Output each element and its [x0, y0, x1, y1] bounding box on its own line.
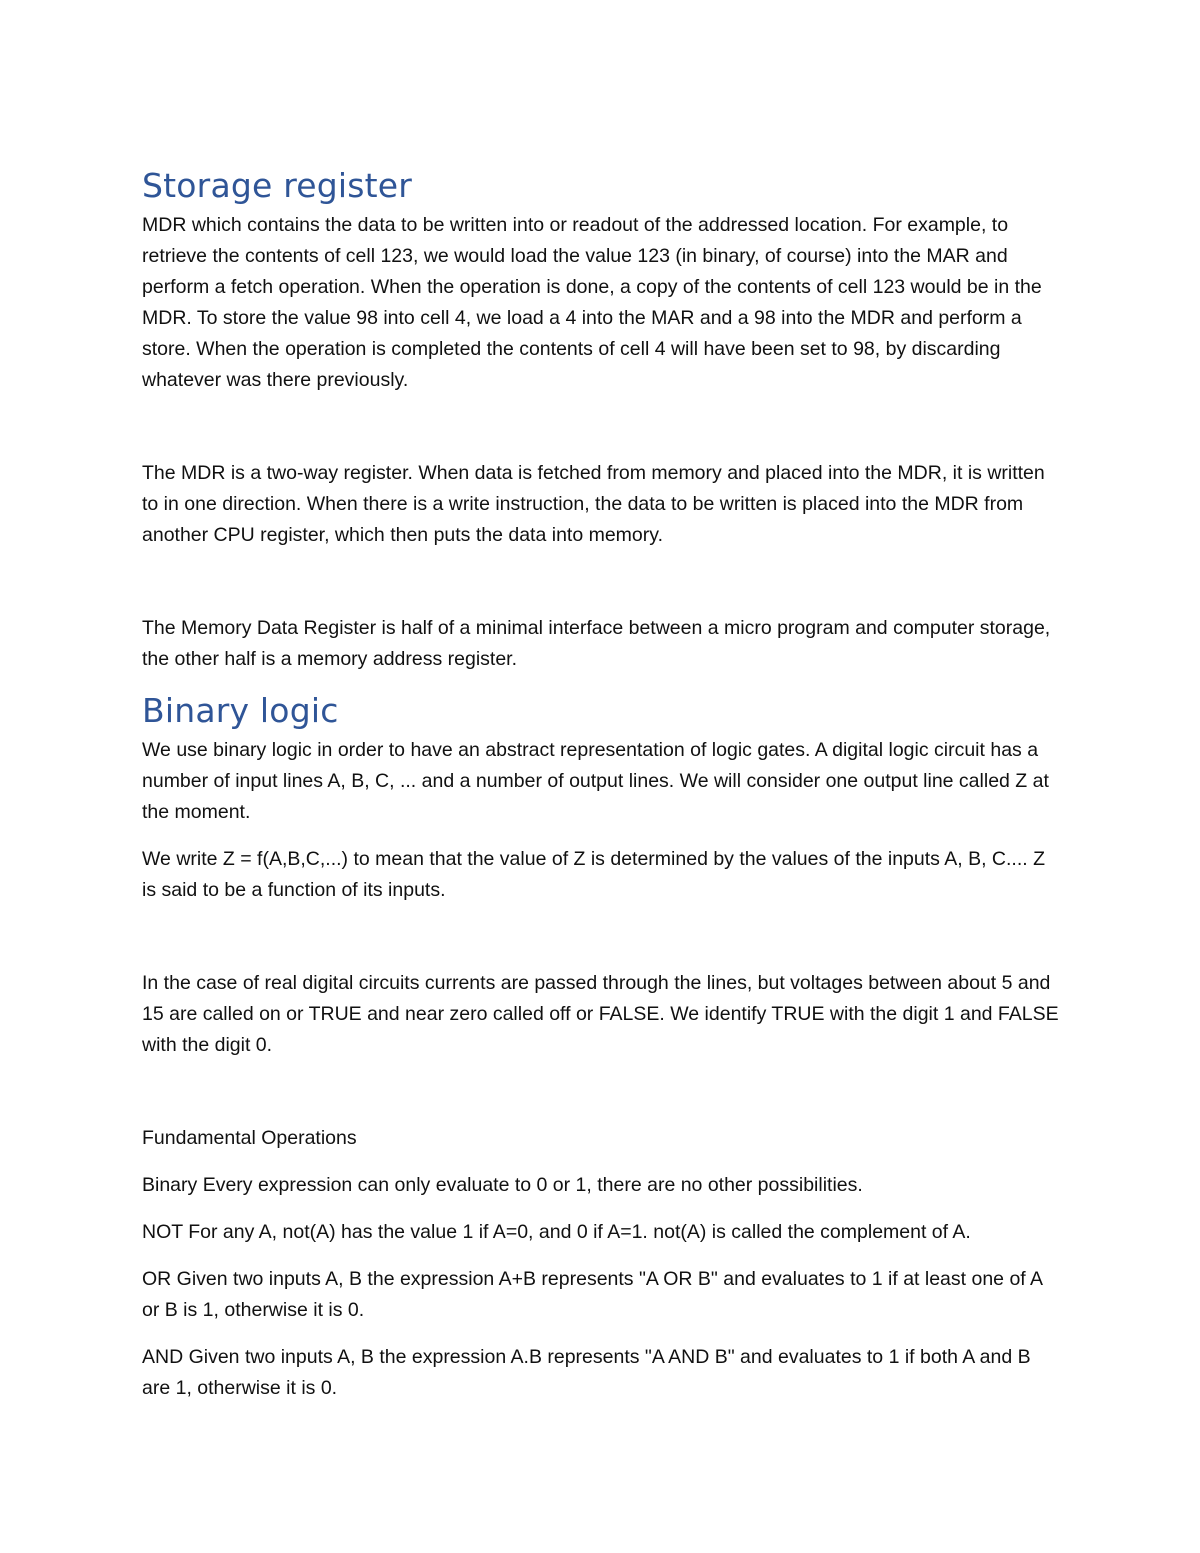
paragraph-function-of-inputs: We write Z = f(A,B,C,...) to mean that the value of Z is determined by the values of the inputs A, B, C.... Z is said to be a function of its inputs.: [142, 848, 1045, 901]
heading-binary-logic: Binary logic: [142, 691, 339, 730]
paragraph-binary-logic-intro: We use binary logic in order to have an abstract representation of logic gates. A digital logic circuit has a number of input lines A, B, C, ... and a number of output lines. We will consider one output line called Z at the moment.: [142, 739, 1049, 823]
paragraph-op-not: NOT For any A, not(A) has the value 1 if A=0, and 0 if A=1. not(A) is called the complement of A.: [142, 1221, 971, 1243]
subheading-fundamental-operations: Fundamental Operations: [142, 1127, 357, 1149]
paragraph-real-circuits: In the case of real digital circuits currents are passed through the lines, but voltages between about 5 and 15 are called on or TRUE and near zero called off or FALSE. We identify TRUE with the digit 1 and FALSE with the digit 0.: [142, 972, 1059, 1056]
paragraph-mdr-description: MDR which contains the data to be written into or readout of the addressed location. For example, to retrieve the contents of cell 123, we would load the value 123 (in binary, of course) into the MAR and perform a fetch operation. When the operation is done, a copy of the contents of cell 123 would be in the MDR. To store the value 98 into cell 4, we load a 4 into the MAR and a 98 into the MDR and perform a store. When the operation is completed the contents of cell 4 will have been set to 98, by discarding whatever was there previously.: [142, 214, 1042, 391]
heading-storage-register: Storage register: [142, 166, 413, 205]
paragraph-op-binary: Binary Every expression can only evaluate to 0 or 1, there are no other possibilities.: [142, 1174, 863, 1196]
document-body: [142, 162, 1064, 1404]
paragraph-op-and: AND Given two inputs A, B the expression A.B represents "A AND B" and evaluates to 1 if both A and B are 1, otherwise it is 0.: [142, 1346, 1031, 1399]
paragraph-memory-data-register: The Memory Data Register is half of a minimal interface between a micro program and computer storage, the other half is a memory address register.: [142, 617, 1051, 670]
paragraph-mdr-two-way: The MDR is a two-way register. When data is fetched from memory and placed into the MDR, it is written to in one direction. When there is a write instruction, the data to be written is placed into the MDR from another CPU register, which then puts the data into memory.: [142, 462, 1045, 546]
paragraph-op-or: OR Given two inputs A, B the expression A+B represents "A OR B" and evaluates to 1 if at least one of A or B is 1, otherwise it is 0.: [142, 1268, 1042, 1321]
